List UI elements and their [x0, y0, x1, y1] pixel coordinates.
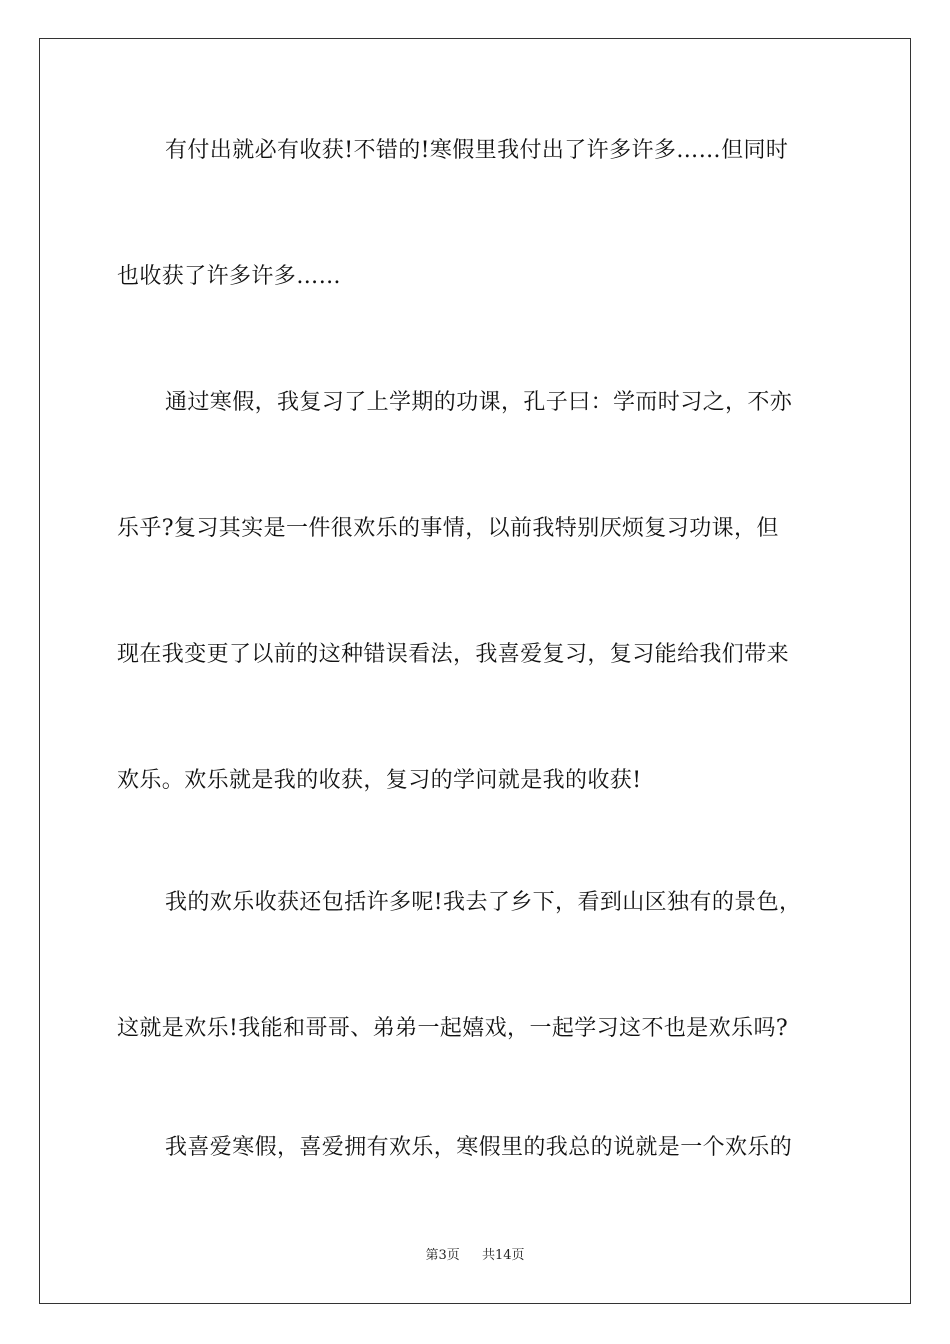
paragraph-line: 这就是欢乐!我能和哥哥、弟弟一起嬉戏，一起学习这不也是欢乐吗?	[117, 1016, 789, 1041]
page-footer	[0, 1247, 950, 1265]
paragraph-line: 有付出就必有收获!不错的!寒假里我付出了许多许多……但同时	[165, 138, 789, 163]
paragraph-line: 通过寒假，我复习了上学期的功课，孔子曰：学而时习之，不亦	[165, 390, 793, 415]
total-pages: 共14页	[482, 1248, 525, 1263]
page-number: 第3页	[425, 1248, 460, 1263]
paragraph-line: 乐乎?复习其实是一件很欢乐的事情，以前我特别厌烦复习功课，但	[117, 516, 779, 541]
paragraph-line: 现在我变更了以前的这种错误看法，我喜爱复习，复习能给我们带来	[117, 642, 790, 667]
paragraph-line: 我的欢乐收获还包括许多呢!我去了乡下，看到山区独有的景色，	[165, 890, 802, 915]
page-border	[39, 38, 911, 1304]
paragraph-line: 也收获了许多许多……	[117, 264, 342, 289]
paragraph-line: 欢乐。欢乐就是我的收获，复习的学问就是我的收获!	[117, 768, 642, 793]
paragraph-line: 我喜爱寒假，喜爱拥有欢乐，寒假里的我总的说就是一个欢乐的	[165, 1135, 793, 1160]
